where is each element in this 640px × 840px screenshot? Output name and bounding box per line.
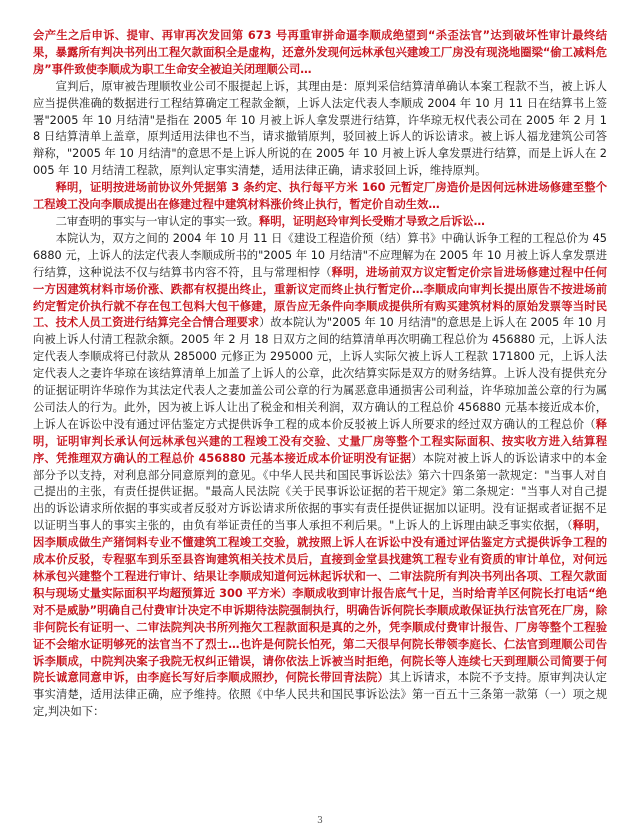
paragraph-explanation-1 bbox=[33, 180, 607, 214]
paragraph-intro bbox=[33, 28, 607, 79]
body-text: 本院认为，双方之间的 2004 年 10 月 11 日《建设工程造价预（结）算书》中确认诉争工程的工程总价为 456880 元，上诉人的法定代表人李顺成所书的"2005 年 10 月结清"不应理解为在 2005 年 10 月被上诉人拿发票进行结算，这种说法不仅与结算书内容不符，且与常理相悖（ bbox=[33, 231, 607, 279]
page-number: 3 bbox=[317, 816, 323, 826]
explanation-note: 释明，证明按进场前协议外凭据第 3 条约定、执行每平方米 160 元暂定厂房造价是因何远林进场修建至整个工程竣工没向李顺成提出在修建过程中建筑材料涨价终止执行，暂定价自动生效… bbox=[33, 181, 607, 212]
body-text: 宣判后，原审被告理顺牧业公司不服提起上诉，其理由是：原判采信结算清单确认本案工程款不当，被上诉人应当提供准确的数据进行工程结算确定工程款金额，上诉人法定代表人李顺成 2004 年 10 月 11 日在结算书上签署"2005 年 10 月结清"是指在 2005 年 10 月被上诉人拿发票进行结算，许华琼无权代表公司在 2005 年 2 月 18 日结算清单上盖章，原判适用法律也不当，请求撤销原判，驳回被上诉人的诉讼请求。被上诉人福龙建筑公司答辩称，"2005 年 10 月结清"的意思不是上诉人所说的在 2005 年 10 月被上诉人拿发票进行结算，而是上诉人在 2005 年 10 月结清工程款，原判认定事实清楚，适用法律正确，请求驳回上诉，维持原判。 bbox=[33, 79, 607, 178]
body-text: 二审查明的事实与一审认定的事实一致。 bbox=[55, 214, 259, 228]
explanation-note: 释明，进场前双方议定暂定价宗旨进场修建过程中任何一方因建筑材料市场价涨、跌都有权提出终止，重新议定而终止执行暂定价…李顺成向审判长提出原告不按进场前约定暂定价执行就不存在包工包料大包干修建，原告应无条件向李顺成提供所有购买建筑材料的原始发票等当时民工、技术人员工资进行结算完全合情合理要求 bbox=[33, 265, 607, 330]
body-text: ）本院对被上诉人的诉讼请求中的本金部分予以支持，对利息部分同意原判的意见。《中华人民共和国民事诉讼法》第六十四条第一款规定："当事人对自己提出的主张，有责任提供证据。"最高人民法院《关于民事诉讼证据的若干规定》第二条规定："当事人对自己提出的诉讼请求所依据的事实或者反驳对方诉讼请求所依据的事实有责任提供证据加以证明。没有证据或者证据不足以证明当事人的事实主张的，由负有举证责任的当事人承担不利后果。"上诉人的上诉理由缺乏事实依据，（ bbox=[33, 451, 607, 533]
explanation-note: 释明，因李顺成做生产猪饲料专业不懂建筑工程竣工交验，就按照上诉人在诉讼中没有通过评估鉴定方式提供诉争工程的成本价反驳，专程驱车到乐至县咨询建筑相关技术员后，直接到金堂县找建筑工程专业有资质的审计单位，对何远林承包兴建整个工程进行审计、结果让李顺成知道何远林起诉状和一、二审法院所有判决书列出各项、工程欠款面积与现场丈量实际面积平均超预算近 300 平方米）李顺成收到审计报告底气十足，当时给青羊区何院长打电话“绝对不是威胁”明确自己付费审计决定不申诉期待法院强制执行，明确告诉何院长李顺成敢保证执行法官死在厂房，除非何院长有证明一、二审法院判决书所列拖欠工程款面积是真的之外，凭李顺成付费审计报告、厂房等整个工程验证不会缩水证明够死的法官当不了烈士…也许是何院长怕死，第二天很早何院长带领李庭长、仁法官到理顺公司告诉李顺成，中院判决案子我院无权纠正错误，请你依法上诉被当时拒绝，何院长等人连续七天到理顺公司简要于何院长诚意同意申诉，由李庭长写好后李顺成照抄，何院长带回青法院） bbox=[33, 519, 607, 685]
body-text: 其上诉请求，本院不予支持。原审判决认定事实清楚，适用法律正确，应予维持。依照《中华人民共和国民事诉讼法》第一百五十三条第一款第（一）项之规定,判决如下： bbox=[33, 671, 607, 719]
body-text: ）故本院认为"2005 年 10 月结清"的意思是上诉人在 2005 年 10 月向被上诉人付清工程款余额。2005 年 2 月 18 日双方之间的结算清单再次明确工程总价为 456880 元，上诉人法定代表人李顺成将已付款从 285000 元修正为 295000 元，上诉人实际欠被上诉人工程款 171800 元，上诉人法定代表人之妻许华琼在该结算清单上加盖了上诉人的公章，此次结算实际是双方的财务结算。上诉人没有提供充分的证据证明许华琼作为其法定代表人之妻加盖公司公章的行为属恶意串通损害公司利益，许华琼加盖公章的行为属公司法人的行为。此外，因为被上诉人让出了税金和相关利润，双方确认的工程总价 456880 元基本接近成本价，上诉人在诉讼中没有通过评估鉴定方式提供诉争工程的成本价反驳被上诉人所要求的经过双方确认的工程总价（ bbox=[33, 316, 608, 431]
paragraph-second-instance-facts bbox=[33, 214, 607, 231]
explanation-note: 会产生之后申诉、提审、再审再次发回第 673 号再重审拼命逼李顺成绝望到“杀歪法官”达到破坏性审计最终结果，暴露所有判决书列出工程欠款面积全是虚构，还意外发现何远林承包兴建竣工厂房没有现浇地圈梁“偷工减料危房”事件致使李顺成为职工生命安全被迫关闭理顺公司… bbox=[33, 29, 607, 76]
paragraph-court-reasoning bbox=[33, 231, 607, 721]
paragraph-first-instance-judgment bbox=[33, 79, 607, 180]
explanation-note: 释明，证明赵玲审判长受贿才导致之后诉讼… bbox=[258, 214, 485, 228]
document-body bbox=[33, 28, 607, 721]
explanation-note: 释明，证明审判长承认何远林承包兴建的工程竣工没有交验、丈量厂房等整个工程实际面积、按实收方进入结算程序、凭推理双方确认的工程总价 456880 元基本接近成本价证明没有证据 bbox=[33, 417, 607, 465]
